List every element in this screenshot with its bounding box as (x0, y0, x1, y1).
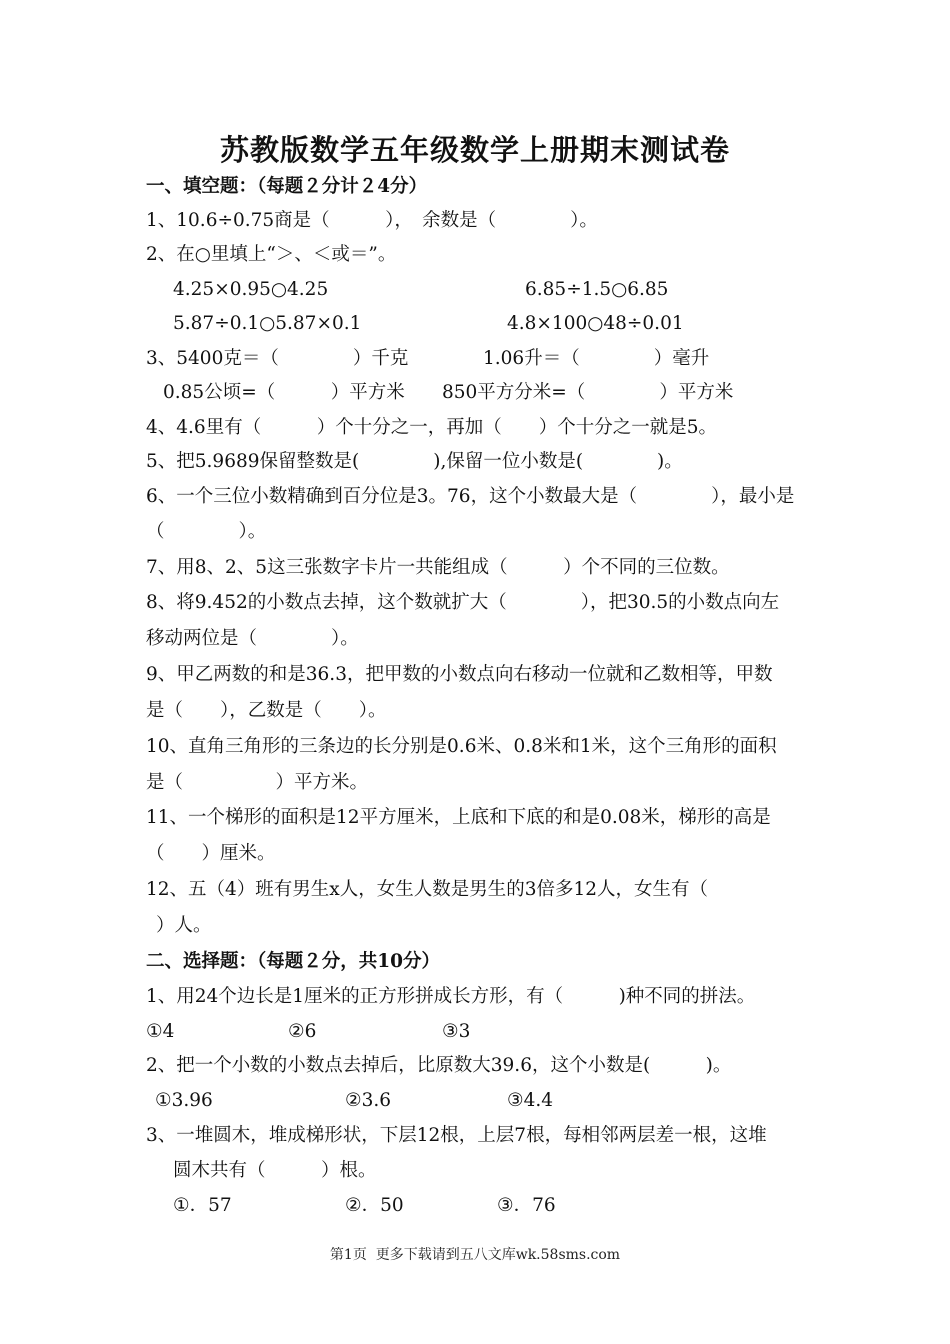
page-title: 苏教版数学五年级数学上册期末测试卷 (219, 133, 730, 167)
section2-heading: 二、选择题：（每题２分，共10分） (146, 951, 440, 972)
question-1-11-line-1: 11、一个梯形的面积是12平方厘米，上底和下底的和是0.08米，梯形的高是 (146, 807, 771, 828)
question-2-1-option-2: ②6 (288, 1021, 317, 1042)
question-2-2-option-2: ②3.6 (345, 1090, 392, 1111)
question-1-3-item-a: 3、5400克＝（ ）千克 (146, 348, 409, 369)
question-1-10-line-1: 10、直角三角形的三条边的长分别是0.6米、0.8米和1米，这个三角形的面积 (146, 736, 777, 757)
question-2-2: 2、把一个小数的小数点去掉后，比原数大39.6，这个小数是( )。 (146, 1055, 732, 1076)
question-2-3-line-2: 圆木共有（ ）根。 (173, 1160, 377, 1181)
question-1-9-line-1: 9、甲乙两数的和是36.3，把甲数的小数点向右移动一位就和乙数相等，甲数 (146, 664, 773, 685)
question-1-2-item-b: 6.85÷1.5○6.85 (525, 279, 669, 300)
question-1-7: 7、用8、2、5这三张数字卡片一共能组成（ ）个不同的三位数。 (146, 557, 730, 578)
question-1-5: 5、把5.9689保留整数是( ),保留一位小数是( )。 (146, 451, 683, 472)
question-1-2: 2、在○里填上“＞、＜或＝”。 (146, 244, 397, 265)
question-1-9-line-2: 是（ ），乙数是（ ）。 (146, 700, 387, 721)
question-1-3-item-b: 1.06升＝（ ）毫升 (483, 348, 710, 369)
page-footer: 第1页 更多下载请到五八文库wk.58sms.com (329, 1247, 621, 1263)
question-1-2-item-a: 4.25×0.95○4.25 (173, 279, 329, 300)
question-1-11-line-2: （ ）厘米。 (146, 843, 276, 864)
question-1-1: 1、10.6÷0.75商是（ ）， 余数是（ ）。 (146, 210, 598, 231)
question-2-3-option-1: ①．57 (173, 1195, 232, 1216)
question-1-6-line-1: 6、一个三位小数精确到百分位是3。76，这个小数最大是（ ），最小是 (146, 486, 795, 507)
question-2-3-option-2: ②．50 (345, 1195, 404, 1216)
question-1-4: 4、4.6里有（ ）个十分之一，再加（ ）个十分之一就是5。 (146, 417, 717, 438)
question-2-2-option-3: ③4.4 (507, 1090, 554, 1111)
question-2-2-option-1: ①3.96 (155, 1090, 213, 1111)
section1-heading: 一、填空题：（每题２分计２4分） (146, 176, 428, 197)
question-1-2-item-c: 5.87÷0.1○5.87×0.1 (173, 313, 362, 334)
question-1-8-line-2: 移动两位是（ ）。 (146, 628, 359, 649)
question-2-3-option-3: ③．76 (497, 1195, 556, 1216)
question-1-2-item-d: 4.8×100○48÷0.01 (507, 313, 684, 334)
question-2-1: 1、用24个边长是1厘米的正方形拼成长方形，有（ )种不同的拼法。 (146, 986, 756, 1007)
question-2-1-option-3: ③3 (442, 1021, 471, 1042)
question-1-12-line-2: ）人。 (156, 915, 212, 936)
question-2-1-option-1: ①4 (146, 1021, 175, 1042)
question-1-8-line-1: 8、将9.452的小数点去掉，这个数就扩大（ ），把30.5的小数点向左 (146, 592, 780, 613)
question-1-12-line-1: 12、五（4）班有男生x人，女生人数是男生的3倍多12人，女生有（ (146, 879, 709, 900)
question-2-3-line-1: 3、一堆圆木，堆成梯形状，下层12根，上层7根，每相邻两层差一根，这堆 (146, 1125, 767, 1146)
question-1-10-line-2: 是（ ）平方米。 (146, 772, 369, 793)
question-1-3-item-c: 0.85公顷=（ ）平方米 (163, 382, 405, 403)
question-1-6-line-2: （ ）。 (146, 521, 267, 542)
question-1-3-item-d: 850平方分米=（ ）平方米 (442, 382, 734, 403)
